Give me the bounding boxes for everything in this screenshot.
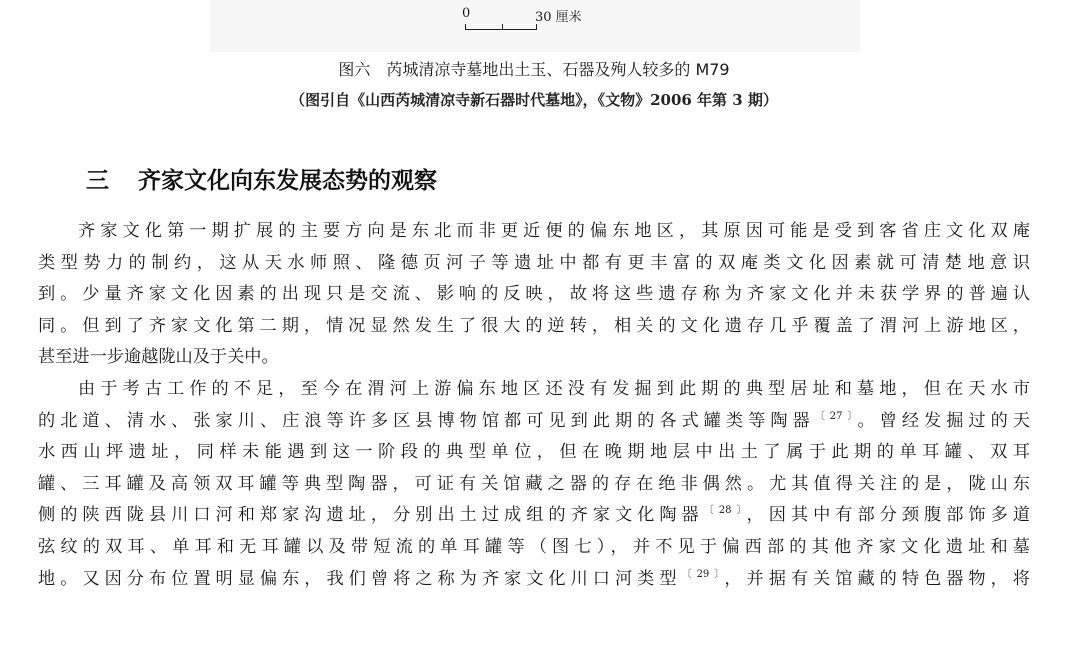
paragraph-2-line: 罐、三耳罐及高领双耳罐等典型陶器，可证有关馆藏之器的存在绝非偶然。尤其值得关注的是，陇山东 <box>38 473 1030 494</box>
paragraph-1-line: 甚至进一步逾越陇山及于关中。 <box>38 347 279 368</box>
section-heading <box>86 162 437 195</box>
paragraph-1-line: 齐家文化第一期扩展的主要方向是东北而非更近便的偏东地区，其原因可能是受到客省庄文化双庵 <box>78 221 1030 241</box>
citation-ref: 〔29〕 <box>681 568 725 580</box>
section-number: 三 <box>86 168 109 194</box>
paragraph-2-line: 侧的陕西陇县川口河和郑家沟遗址，分别出土过成组的齐家文化陶器$^{〔28〕}$，因其中有部分颈腹部饰多道 <box>38 505 1030 526</box>
scale-bar <box>462 6 662 36</box>
scale-line <box>465 24 537 30</box>
paragraph-2-line: 由于考古工作的不足，至今在渭河上游偏东地区还没有发掘到此期的典型居址和墓地，但在天水市 <box>78 378 1030 399</box>
scale-tick <box>502 24 503 30</box>
paragraph-1-line: 类型势力的制约，这从天水师照、隆德页河子等遗址中都有更丰富的双庵类文化因素就可清楚地意识 <box>38 252 1030 273</box>
figure-caption: 图六 芮城清凉寺墓地出土玉、石器及殉人较多的 M79 <box>338 60 730 79</box>
citation-ref: 〔27〕 <box>814 410 858 422</box>
paragraph-2-line: 水西山坪遗址，同样未能遇到这一阶段的典型单位，但在晚期地层中出土了属于此期的单耳罐、双耳 <box>38 442 1030 463</box>
paragraph-1-line: 到。少量齐家文化因素的出现只是交流、影响的反映，故将这些遗存称为齐家文化并未获学界的普遍认 <box>38 284 1030 305</box>
paragraph-2-line: 的北道、清水、张家川、庄浪等许多区县博物馆都可见到此期的各式罐类等陶器$^{〔27〕}$。曾经发掘过的天 <box>38 410 1030 431</box>
paragraph-1-line: 同。但到了齐家文化第二期，情况显然发生了很大的逆转，相关的文化遗存几乎覆盖了渭河上游地区， <box>38 315 1030 336</box>
scale-start-label: 0 <box>462 6 471 21</box>
paragraph-2-line: 地。又因分布位置明显偏东，我们曾将之称为齐家文化川口河类型$^{〔29〕}$，并据有关馆藏的特色器物，将 <box>38 568 1030 589</box>
body-text <box>38 216 1030 595</box>
citation-ref: 〔28〕 <box>703 505 747 517</box>
figure-source: （图引自《山西芮城清凉寺新石器时代墓地》，《文物》2006 年第 3 期） <box>290 91 778 109</box>
scale-end-label: 30 厘米 <box>535 10 582 25</box>
paragraph-2-line: 弦纹的双耳、单耳和无耳罐以及带短流的单耳罐等（图七），并不见于偏西部的其他齐家文化遗址和墓 <box>38 536 1030 557</box>
section-title: 齐家文化向东发展态势的观察 <box>138 168 437 194</box>
